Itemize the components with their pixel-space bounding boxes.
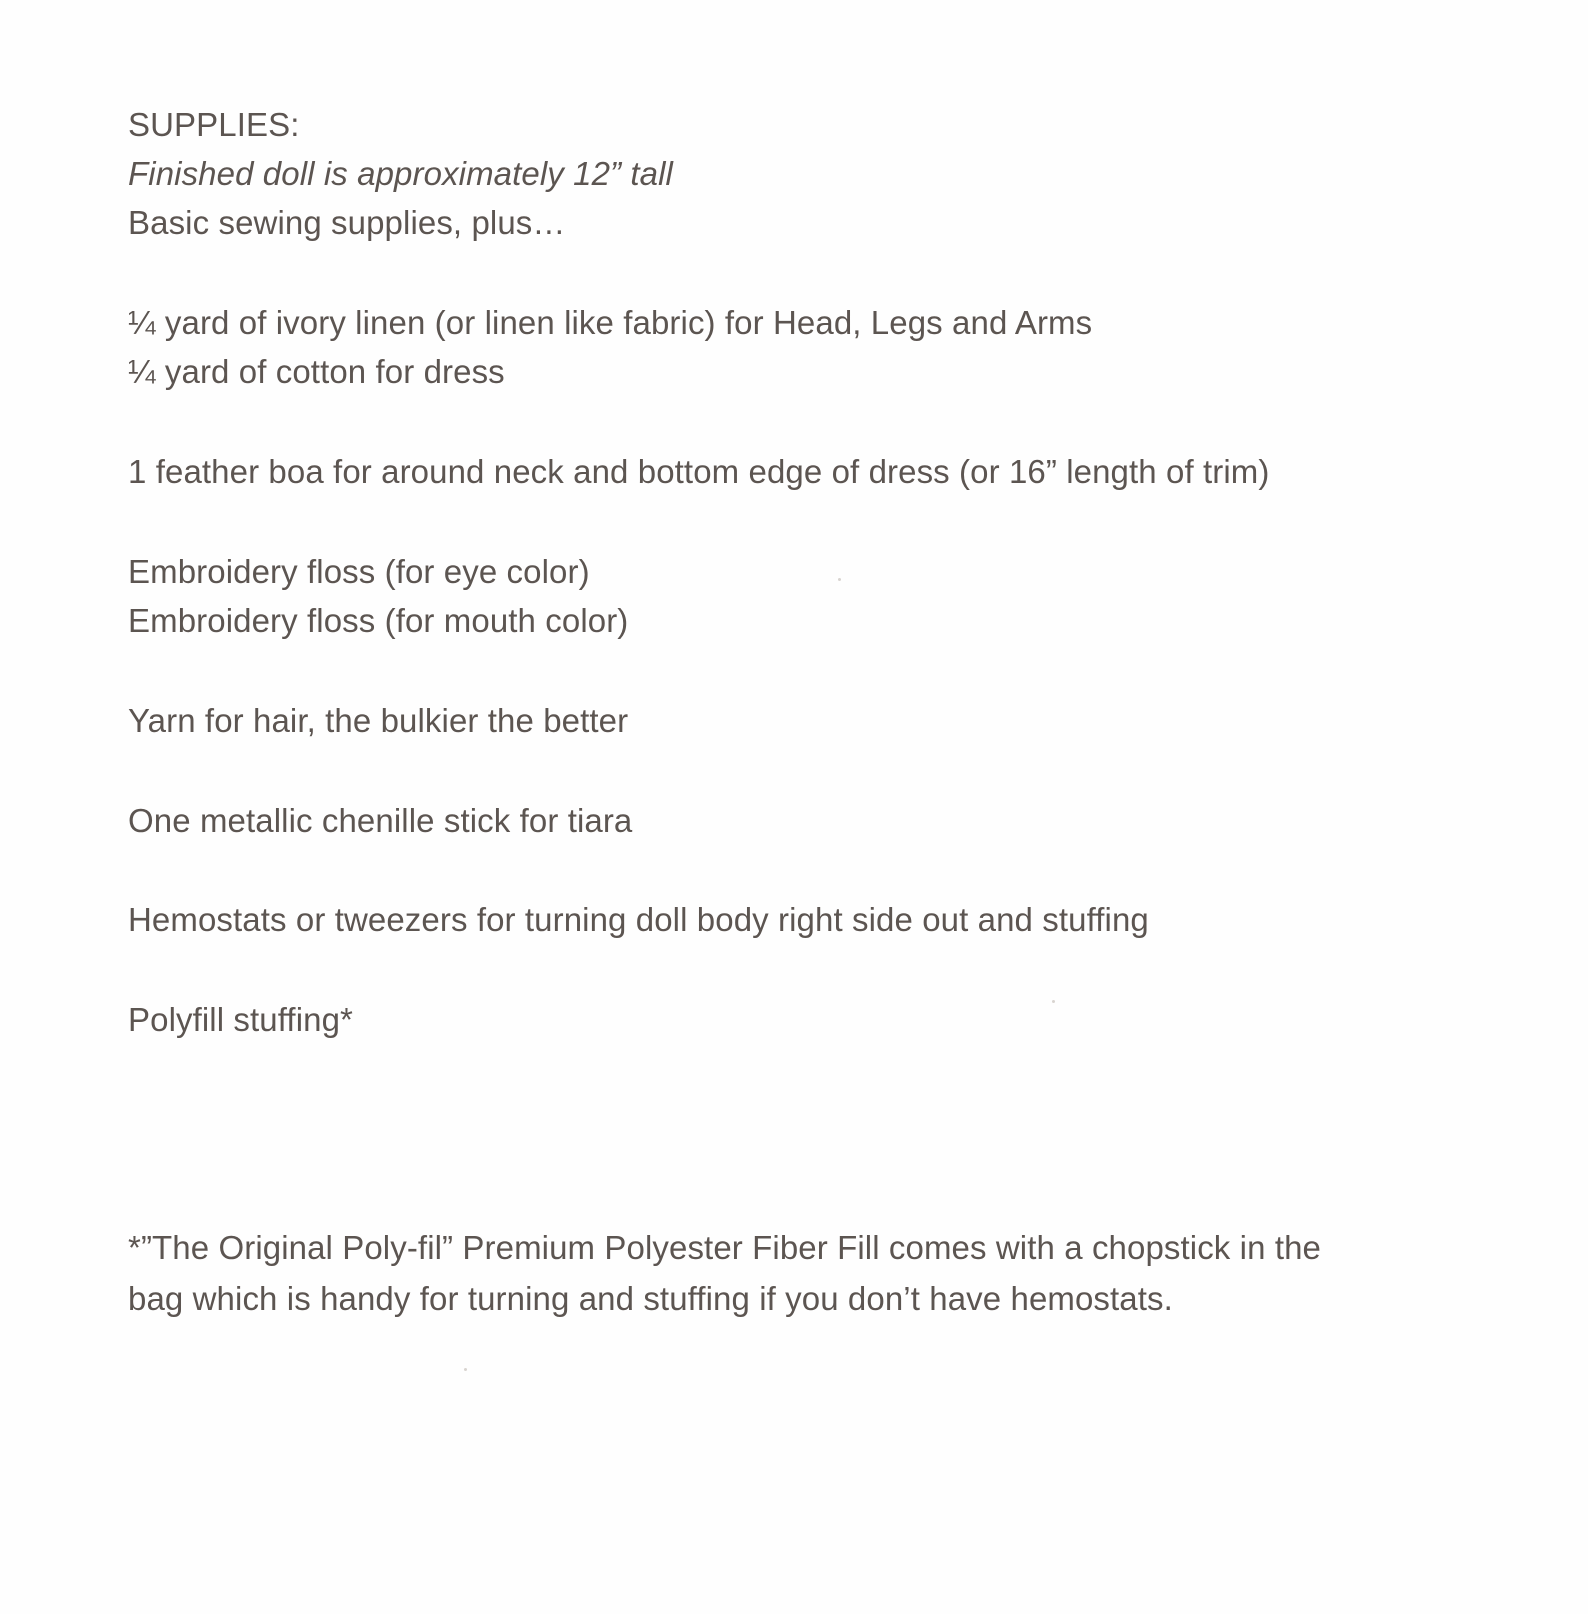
- scan-speck: [838, 578, 841, 581]
- scan-speck: [1052, 1000, 1055, 1003]
- supply-item-hemostats: Hemostats or tweezers for turning doll body right side out and stuffing: [128, 901, 1149, 938]
- supply-item-feather-boa: 1 feather boa for around neck and bottom edge of dress (or 16” length of trim): [128, 453, 1270, 490]
- supplies-heading: SUPPLIES:: [128, 106, 300, 143]
- supply-item-polyfill: Polyfill stuffing*: [128, 1001, 353, 1038]
- supply-item-linen: ¼ yard of ivory linen (or linen like fabric) for Head, Legs and Arms: [128, 304, 1093, 341]
- doll-size-note: Finished doll is approximately 12” tall: [128, 155, 673, 192]
- supply-item-chenille-stick: One metallic chenille stick for tiara: [128, 802, 633, 839]
- supply-item-eye-floss: Embroidery floss (for eye color): [128, 553, 590, 590]
- supply-item-yarn: Yarn for hair, the bulkier the better: [128, 702, 629, 739]
- supply-item-cotton: ¼ yard of cotton for dress: [128, 353, 505, 390]
- supply-item-mouth-floss: Embroidery floss (for mouth color): [128, 602, 629, 639]
- footnote-line-2: bag which is handy for turning and stuffing if you don’t have hemostats.: [128, 1280, 1173, 1317]
- intro-text: Basic sewing supplies, plus…: [128, 204, 566, 241]
- scan-speck: [464, 1368, 467, 1371]
- footnote-line-1: *”The Original Poly-fil” Premium Polyester Fiber Fill comes with a chopstick in the: [128, 1229, 1321, 1266]
